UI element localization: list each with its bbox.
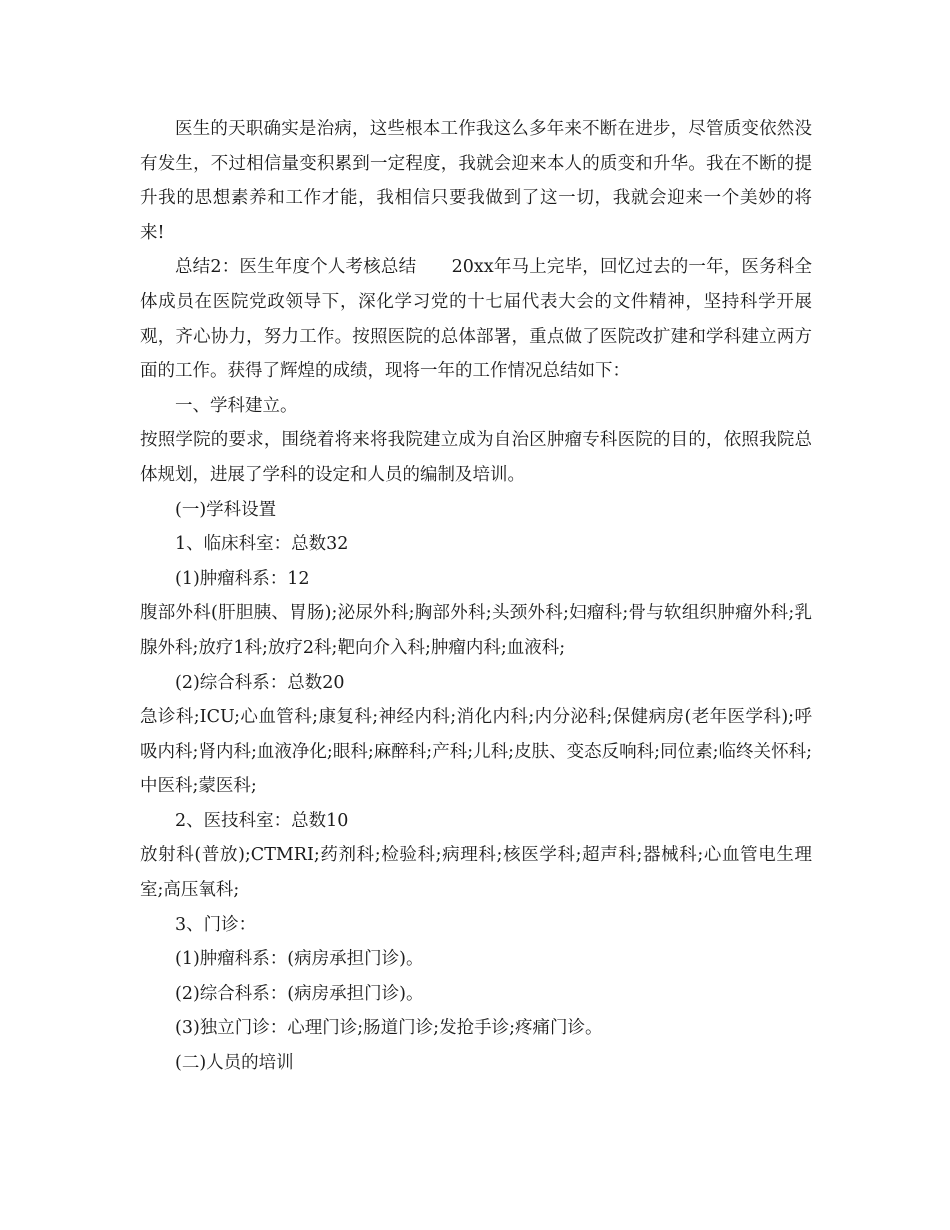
- list-item: (2)综合科系：(病房承担门诊)。: [175, 983, 424, 1004]
- paragraph: 急诊科;ICU;心血管科;康复科;神经内科;消化内科;内分泌科;保健病房(老年医学科);呼吸内科;肾内科;血液净化;眼科;麻醉科;产科;儿科;皮肤、变态反响科;同位素;临终关怀科;中医科;蒙医科;: [140, 707, 812, 797]
- paragraph: 医生的天职确实是治病，这些根本工作我这么多年来不断在进步，尽管质变依然没有发生，不过相信量变积累到一定程度，我就会迎来本人的质变和升华。我在不断的提升我的思想素养和工作才能，我相信只要我做到了这一切，我就会迎来一个美妙的将来!: [140, 119, 812, 243]
- document-body: [140, 112, 812, 1081]
- list-item: (2)综合科系：总数20: [175, 672, 345, 693]
- list-item: 3、门诊：: [175, 914, 257, 935]
- paragraph: 放射科(普放);CTMRI;药剂科;检验科;病理科;核医学科;超声科;器械科;心血管电生理室;高压氧科;: [140, 845, 812, 901]
- list-item: (1)肿瘤科系：12: [175, 568, 310, 589]
- section-heading: 一、学科建立。: [175, 395, 298, 416]
- list-item: 2、医技科室：总数10: [175, 810, 349, 831]
- paragraph: 按照学院的要求，围绕着将来将我院建立成为自治区肿瘤专科医院的目的，依照我院总体规划，进展了学科的设定和人员的编制及培训。: [140, 430, 812, 485]
- list-item: (3)独立门诊：心理门诊;肠道门诊;发抢手诊;疼痛门诊。: [175, 1018, 603, 1039]
- paragraph: 腹部外科(肝胆胰、胃肠);泌尿外科;胸部外科;头颈外科;妇瘤科;骨与软组织肿瘤外科;乳腺外科;放疗1科;放疗2科;靶向介入科;肿瘤内科;血液科;: [140, 603, 812, 658]
- subsection-heading: (一)学科设置: [175, 499, 277, 520]
- list-item: (1)肿瘤科系：(病房承担门诊)。: [175, 949, 424, 970]
- list-item: 1、临床科室：总数32: [175, 534, 349, 555]
- paragraph: 总结2：医生年度个人考核总结 20xx年马上完毕，回忆过去的一年，医务科全体成员在医院党政领导下，深化学习党的十七届代表大会的文件精神，坚持科学开展观，齐心协力，努力工作。按照医院的总体部署，重点做了医院改扩建和学科建立两方面的工作。获得了辉煌的成绩，现将一年的工作情况总结如下：: [140, 257, 812, 382]
- subsection-heading: (二)人员的培训: [175, 1053, 294, 1074]
